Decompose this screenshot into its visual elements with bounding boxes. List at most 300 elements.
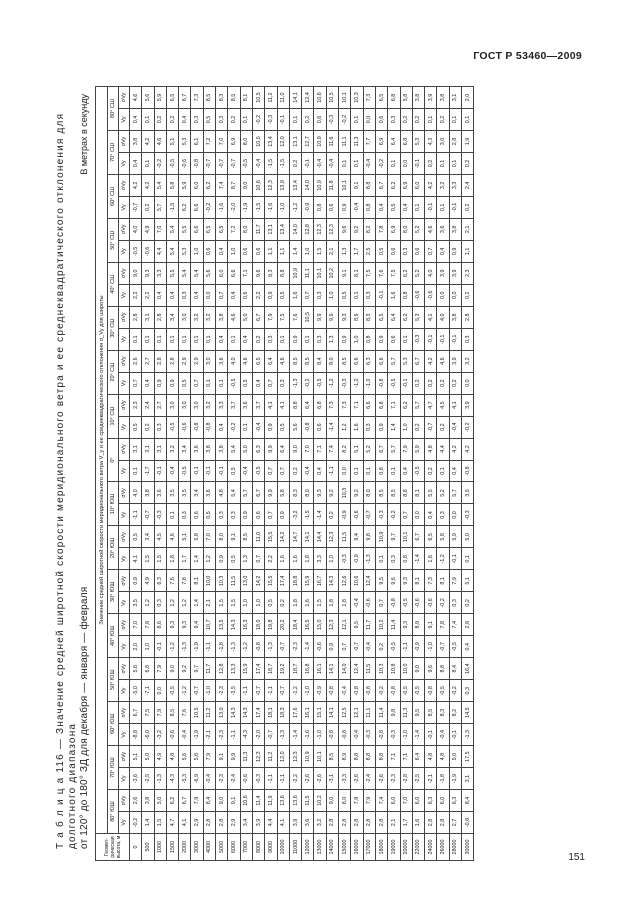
- sigma-cell: 6,7: [252, 306, 264, 328]
- sigma-cell: 15,9: [302, 570, 314, 592]
- sigma-cell: 2,8: [154, 306, 166, 328]
- sigma-cell: 3,7: [228, 394, 240, 416]
- sigma-cell: 8,8: [375, 746, 387, 768]
- vy-cell: -1,6: [265, 196, 277, 218]
- vy-cell: 0,6: [203, 240, 215, 262]
- vy-cell: -0,5: [388, 636, 400, 658]
- vy-cell: -0,1: [449, 548, 461, 570]
- table-row: [375, 87, 387, 861]
- sigma-cell: 5,2: [412, 262, 424, 284]
- altitude-cell: 20000: [400, 834, 412, 861]
- latitude-header: 60° ЮШ: [108, 702, 119, 746]
- sigma-cell: 4,1: [425, 306, 437, 328]
- sigma-cell: 5,8: [400, 87, 412, 109]
- vy-cell: -0,8: [191, 152, 203, 174]
- sigma-cell: 9,8: [363, 526, 375, 548]
- sigma-subheader: σVy: [119, 790, 130, 812]
- vy-cell: -0,8: [252, 636, 264, 658]
- vy-cell: -0,8: [203, 416, 215, 438]
- sigma-cell: 6,8: [388, 87, 400, 109]
- sigma-cell: 8,5: [203, 87, 215, 109]
- vy-cell: -0,3: [339, 548, 351, 570]
- sigma-cell: 6,9: [388, 218, 400, 240]
- sigma-cell: 12,8: [216, 658, 228, 680]
- sigma-cell: 9,9: [265, 482, 277, 504]
- vy-cell: 0,1: [412, 196, 424, 218]
- sigma-cell: 4,0: [425, 262, 437, 284]
- sigma-cell: 5,8: [437, 526, 449, 548]
- sigma-cell: 7,1: [240, 262, 252, 284]
- vy-cell: 0,8: [363, 196, 375, 218]
- vy-cell: 0,5: [203, 504, 215, 526]
- sigma-cell: 7,6: [375, 262, 387, 284]
- sigma-cell: 16,1: [302, 702, 314, 724]
- sigma-cell: 2,4: [462, 174, 474, 196]
- latitude-header: 10° СШ: [108, 394, 119, 438]
- vy-cell: 2,1: [388, 812, 400, 834]
- sigma-cell: 5,5: [425, 482, 437, 504]
- vy-cell: 0,9: [289, 328, 301, 350]
- vy-cell: 0,3: [462, 680, 474, 702]
- vy-cell: 1,0: [252, 592, 264, 614]
- vy-subheader: Vy: [119, 636, 130, 658]
- vy-cell: 0,1: [400, 328, 412, 350]
- vy-cell: 0,7: [425, 240, 437, 262]
- sigma-cell: 3,8: [203, 438, 215, 460]
- sigma-cell: 10,6: [314, 87, 326, 109]
- vy-cell: 2,9: [228, 812, 240, 834]
- table-row: [216, 87, 228, 861]
- vy-cell: 1,4: [289, 240, 301, 262]
- sigma-cell: 5,0: [240, 438, 252, 460]
- vy-cell: -0,8: [363, 680, 375, 702]
- vy-cell: 1,4: [388, 416, 400, 438]
- sigma-cell: 5,2: [412, 218, 424, 240]
- sigma-cell: 4,8: [216, 482, 228, 504]
- vy-cell: -1,4: [326, 416, 338, 438]
- altitude-cell: 18000: [375, 834, 387, 861]
- vy-cell: 5,7: [154, 196, 166, 218]
- sigma-cell: 3,9: [437, 262, 449, 284]
- sigma-cell: 18,0: [252, 614, 264, 636]
- sigma-cell: 6,5: [216, 218, 228, 240]
- vy-cell: 4,1: [130, 548, 142, 570]
- vy-cell: -2,1: [203, 724, 215, 746]
- sigma-cell: 6,3: [449, 790, 461, 812]
- sigma-cell: 4,6: [166, 526, 178, 548]
- sigma-cell: 4,8: [166, 746, 178, 768]
- sigma-cell: 5,0: [462, 526, 474, 548]
- sigma-cell: 4,4: [437, 438, 449, 460]
- sigma-cell: 3,8: [142, 482, 154, 504]
- sigma-cell: 18,3: [277, 702, 289, 724]
- sigma-cell: 13,4: [277, 218, 289, 240]
- vy-cell: -0,2: [203, 196, 215, 218]
- altitude-cell: 8000: [252, 834, 264, 861]
- sigma-cell: 16,7: [314, 570, 326, 592]
- sigma-cell: 9,9: [228, 746, 240, 768]
- vy-cell: -0,2: [462, 416, 474, 438]
- vy-cell: -3,5: [228, 680, 240, 702]
- sigma-cell: 13,0: [240, 570, 252, 592]
- sigma-cell: 8,6: [154, 614, 166, 636]
- vy-cell: 0,3: [216, 504, 228, 526]
- sigma-cell: 8,5: [289, 350, 301, 372]
- sigma-cell: 6,2: [400, 394, 412, 416]
- vy-cell: 0,2: [228, 109, 240, 131]
- sigma-cell: 8,3: [437, 702, 449, 724]
- sigma-cell: 13,1: [265, 218, 277, 240]
- sigma-cell: 7,6: [166, 570, 178, 592]
- sigma-cell: 8,0: [216, 526, 228, 548]
- vy-cell: 0,2: [154, 109, 166, 131]
- sigma-cell: 6,2: [166, 790, 178, 812]
- table-row: [142, 87, 154, 861]
- sigma-cell: 8,2: [339, 438, 351, 460]
- sigma-cell: 4,6: [425, 218, 437, 240]
- vy-cell: 1,6: [289, 284, 301, 306]
- sigma-cell: 14,1: [326, 702, 338, 724]
- vy-cell: 0,5: [375, 240, 387, 262]
- vy-cell: -1,8: [216, 636, 228, 658]
- vy-cell: -0,2: [130, 812, 142, 834]
- vy-cell: 0,6: [326, 196, 338, 218]
- vy-cell: 0,9: [265, 284, 277, 306]
- sigma-cell: 9,4: [191, 614, 203, 636]
- vy-cell: -5,0: [130, 680, 142, 702]
- sigma-cell: 7,9: [203, 746, 215, 768]
- sigma-cell: 8,1: [240, 87, 252, 109]
- vy-cell: -1,7: [142, 460, 154, 482]
- sigma-cell: 6,5: [166, 87, 178, 109]
- sigma-cell: 6,2: [400, 262, 412, 284]
- sigma-cell: 3,6: [154, 482, 166, 504]
- sigma-cell: 11,0: [277, 87, 289, 109]
- vy-cell: -2,6: [351, 768, 363, 790]
- sigma-cell: 5,3: [179, 131, 191, 153]
- sigma-cell: 15,5: [265, 570, 277, 592]
- vy-cell: -0,4: [363, 636, 375, 658]
- latitude-header: 40° ЮШ: [108, 614, 119, 658]
- sigma-cell: 3,9: [462, 394, 474, 416]
- sigma-cell: 4,2: [142, 131, 154, 153]
- sigma-cell: 6,1: [191, 131, 203, 153]
- sigma-cell: 10,2: [375, 614, 387, 636]
- vy-cell: -1,0: [425, 636, 437, 658]
- latitude-header: 20° ЮШ: [108, 526, 119, 570]
- vy-cell: -0,6: [425, 284, 437, 306]
- sigma-cell: 16,4: [462, 658, 474, 680]
- vy-cell: -0,1: [425, 328, 437, 350]
- sigma-cell: 3,1: [449, 87, 461, 109]
- sigma-cell: 4,6: [228, 306, 240, 328]
- vy-cell: 4,4: [265, 812, 277, 834]
- sigma-subheader: σVy: [119, 570, 130, 592]
- vy-cell: 0,4: [166, 284, 178, 306]
- sigma-cell: 3,9: [449, 350, 461, 372]
- sigma-cell: 3,9: [449, 262, 461, 284]
- vy-cell: -0,1: [449, 328, 461, 350]
- sigma-cell: 18,4: [289, 614, 301, 636]
- vy-cell: 0,5: [277, 284, 289, 306]
- sigma-cell: 9,3: [314, 482, 326, 504]
- vy-cell: -6,0: [142, 724, 154, 746]
- vy-cell: 0,3: [388, 109, 400, 131]
- vy-cell: 0,0: [462, 372, 474, 394]
- vy-cell: 0,3: [216, 109, 228, 131]
- table-row: [326, 87, 338, 861]
- sigma-cell: 10,1: [314, 262, 326, 284]
- sigma-cell: 8,8: [289, 394, 301, 416]
- sigma-cell: 7,8: [437, 614, 449, 636]
- vy-cell: -0,5: [252, 460, 264, 482]
- sigma-cell: 6,7: [130, 702, 142, 724]
- sigma-cell: 10,9: [314, 174, 326, 196]
- vy-cell: 0,9: [375, 328, 387, 350]
- vy-cell: -1,1: [265, 680, 277, 702]
- vy-cell: 0,3: [179, 504, 191, 526]
- altitude-cell: 500: [142, 834, 154, 861]
- vy-cell: 0,1: [142, 328, 154, 350]
- vy-cell: -0,1: [449, 196, 461, 218]
- vy-cell: 1,6: [388, 284, 400, 306]
- vy-cell: -2,6: [302, 768, 314, 790]
- sigma-cell: 10,1: [400, 526, 412, 548]
- vy-cell: 2,9: [191, 812, 203, 834]
- sigma-cell: 12,3: [265, 174, 277, 196]
- vy-cell: 2,8: [351, 812, 363, 834]
- sigma-cell: 9,2: [179, 658, 191, 680]
- sigma-cell: 3,6: [437, 218, 449, 240]
- sigma-cell: 3,0: [166, 394, 178, 416]
- sigma-cell: 8,8: [400, 482, 412, 504]
- vy-cell: 0,0: [363, 109, 375, 131]
- vy-cell: 0,2: [449, 372, 461, 394]
- vy-cell: 0,8: [314, 196, 326, 218]
- vy-cell: 0,6: [252, 240, 264, 262]
- sigma-cell: 13,4: [289, 174, 301, 196]
- vy-cell: -0,6: [351, 504, 363, 526]
- vy-cell: 0,0: [449, 284, 461, 306]
- vy-cell: -1,1: [130, 504, 142, 526]
- sigma-cell: 12,4: [363, 570, 375, 592]
- sigma-cell: 3,1: [142, 438, 154, 460]
- sigma-cell: 6,8: [400, 131, 412, 153]
- sigma-cell: 2,8: [130, 306, 142, 328]
- sigma-cell: 12,3: [252, 746, 264, 768]
- vy-cell: 0,2: [462, 592, 474, 614]
- vy-cell: 0,7: [302, 284, 314, 306]
- vy-cell: 0,2: [277, 592, 289, 614]
- vy-cell: 0,1: [462, 109, 474, 131]
- vy-cell: -0,6: [314, 636, 326, 658]
- sigma-cell: 19,8: [265, 614, 277, 636]
- sigma-cell: 7,3: [339, 394, 351, 416]
- vy-cell: 1,0: [400, 416, 412, 438]
- sigma-subheader: σVy: [119, 658, 130, 680]
- vy-cell: 0,4: [437, 240, 449, 262]
- sigma-subheader: σVy: [119, 482, 130, 504]
- vy-cell: 0,1: [240, 416, 252, 438]
- vy-cell: -0,4: [314, 152, 326, 174]
- sigma-cell: 3,4: [166, 306, 178, 328]
- vy-cell: 0,7: [130, 372, 142, 394]
- sigma-cell: 3,4: [179, 438, 191, 460]
- vy-cell: 1,2: [142, 592, 154, 614]
- sigma-cell: 18,1: [265, 702, 277, 724]
- sigma-cell: 10,1: [314, 746, 326, 768]
- vy-cell: -0,4: [203, 768, 215, 790]
- vy-cell: 0,0: [154, 680, 166, 702]
- vy-cell: -2,3: [289, 636, 301, 658]
- sigma-cell: 8,2: [363, 218, 375, 240]
- sigma-cell: 8,2: [449, 702, 461, 724]
- sigma-cell: 4,0: [228, 350, 240, 372]
- vy-cell: 0,2: [462, 152, 474, 174]
- vy-cell: 3,4: [240, 812, 252, 834]
- sigma-cell: 9,5: [351, 614, 363, 636]
- vy-cell: -1,0: [363, 372, 375, 394]
- table-row: [412, 87, 424, 861]
- vy-cell: 1,4: [142, 812, 154, 834]
- latitude-header: 50° ЮШ: [108, 658, 119, 702]
- document-header: ГОСТ Р 53460—2009: [473, 50, 582, 62]
- vy-subheader: Vy: [119, 416, 130, 438]
- sigma-cell: 7,1: [388, 746, 400, 768]
- sigma-cell: 16,1: [314, 658, 326, 680]
- table-row: [191, 87, 203, 861]
- sigma-cell: 16,5: [302, 614, 314, 636]
- vy-cell: 0,6: [314, 416, 326, 438]
- vy-cell: -0,3: [252, 768, 264, 790]
- vy-cell: -0,6: [179, 416, 191, 438]
- vy-cell: -1,4: [412, 724, 424, 746]
- vy-cell: 0,1: [351, 152, 363, 174]
- vy-cell: 0,2: [142, 416, 154, 438]
- sigma-cell: 5,4: [228, 482, 240, 504]
- sigma-cell: 2,6: [130, 790, 142, 812]
- sigma-cell: 3,1: [154, 438, 166, 460]
- vy-cell: 0,1: [228, 328, 240, 350]
- vy-cell: 2,7: [449, 812, 461, 834]
- sigma-cell: 4,8: [425, 746, 437, 768]
- vy-cell: -0,1: [375, 284, 387, 306]
- vy-cell: -0,2: [375, 152, 387, 174]
- vy-cell: 0,5: [228, 548, 240, 570]
- vy-cell: 0,2: [400, 109, 412, 131]
- vy-cell: -1,3: [154, 768, 166, 790]
- sigma-cell: 14,2: [252, 570, 264, 592]
- latitude-header: 30° ЮШ: [108, 570, 119, 614]
- sigma-cell: 9,5: [375, 570, 387, 592]
- vy-cell: 1,0: [326, 284, 338, 306]
- sigma-cell: 14,1: [302, 526, 314, 548]
- vy-cell: -0,3: [388, 724, 400, 746]
- vy-cell: 0,4: [375, 196, 387, 218]
- vy-cell: -0,8: [326, 680, 338, 702]
- vy-cell: -2,8: [400, 768, 412, 790]
- sigma-cell: 10,8: [388, 658, 400, 680]
- vy-cell: -0,7: [437, 636, 449, 658]
- sigma-cell: 5,6: [130, 658, 142, 680]
- sigma-cell: 6,5: [203, 218, 215, 240]
- vy-cell: 0,1: [130, 460, 142, 482]
- sigma-cell: 18,7: [289, 658, 301, 680]
- sigma-cell: 5,8: [166, 174, 178, 196]
- sigma-cell: 7,0: [302, 438, 314, 460]
- vy-cell: 2,8: [216, 812, 228, 834]
- sigma-cell: 2,9: [191, 350, 203, 372]
- vy-cell: 1,7: [351, 240, 363, 262]
- vy-cell: -0,4: [252, 152, 264, 174]
- table-caption: [55, 89, 91, 849]
- sigma-cell: 14,4: [314, 526, 326, 548]
- sigma-subheader: σVy: [119, 174, 130, 196]
- sigma-cell: 5,9: [154, 87, 166, 109]
- vy-cell: -0,8: [191, 416, 203, 438]
- sigma-cell: 10,9: [302, 746, 314, 768]
- sigma-cell: 8,3: [363, 306, 375, 328]
- sigma-cell: 9,0: [216, 790, 228, 812]
- sigma-cell: 6,3: [154, 570, 166, 592]
- table-row: [166, 87, 178, 861]
- sigma-cell: 6,4: [277, 438, 289, 460]
- vy-cell: -6,9: [191, 768, 203, 790]
- table-row: [462, 87, 474, 861]
- sigma-cell: 11,8: [326, 174, 338, 196]
- vy-cell: 0,5: [240, 372, 252, 394]
- table-row: [437, 87, 449, 861]
- vy-cell: -0,5: [400, 592, 412, 614]
- sigma-cell: 5,8: [277, 482, 289, 504]
- sigma-cell: 6,7: [179, 87, 191, 109]
- sigma-cell: 3,8: [449, 306, 461, 328]
- vy-cell: 2,5: [363, 240, 375, 262]
- altitude-cell: 28000: [449, 834, 461, 861]
- sigma-cell: 5,0: [240, 306, 252, 328]
- vy-cell: -0,8: [425, 680, 437, 702]
- vy-cell: 1,1: [265, 240, 277, 262]
- sigma-cell: 9,6: [252, 262, 264, 284]
- vy-cell: 0,4: [252, 372, 264, 394]
- vy-cell: -0,1: [277, 109, 289, 131]
- sigma-cell: 9,0: [240, 174, 252, 196]
- vy-cell: -1,1: [277, 768, 289, 790]
- sigma-cell: 7,3: [326, 394, 338, 416]
- sigma-cell: 6,7: [375, 174, 387, 196]
- table-row: [179, 87, 191, 861]
- vy-cell: -1,5: [302, 504, 314, 526]
- sigma-cell: 8,5: [166, 702, 178, 724]
- vy-cell: 0,2: [437, 372, 449, 394]
- table-row: [130, 87, 142, 861]
- sigma-cell: 10,9: [289, 262, 301, 284]
- vy-cell: 5,4: [166, 240, 178, 262]
- vy-cell: -4,3: [240, 724, 252, 746]
- table-row: [449, 87, 461, 861]
- vy-cell: 0,4: [314, 460, 326, 482]
- sigma-cell: 2,8: [154, 350, 166, 372]
- vy-cell: 0,0: [400, 152, 412, 174]
- vy-cell: -0,7: [277, 636, 289, 658]
- vy-subheader: Vy: [119, 328, 130, 350]
- vy-cell: 0,1: [351, 460, 363, 482]
- sigma-cell: 7,2: [228, 218, 240, 240]
- vy-cell: 0,2: [142, 196, 154, 218]
- altitude-cell: 1500: [166, 834, 178, 861]
- sigma-cell: 3,8: [216, 306, 228, 328]
- altitude-cell: 3000: [191, 834, 203, 861]
